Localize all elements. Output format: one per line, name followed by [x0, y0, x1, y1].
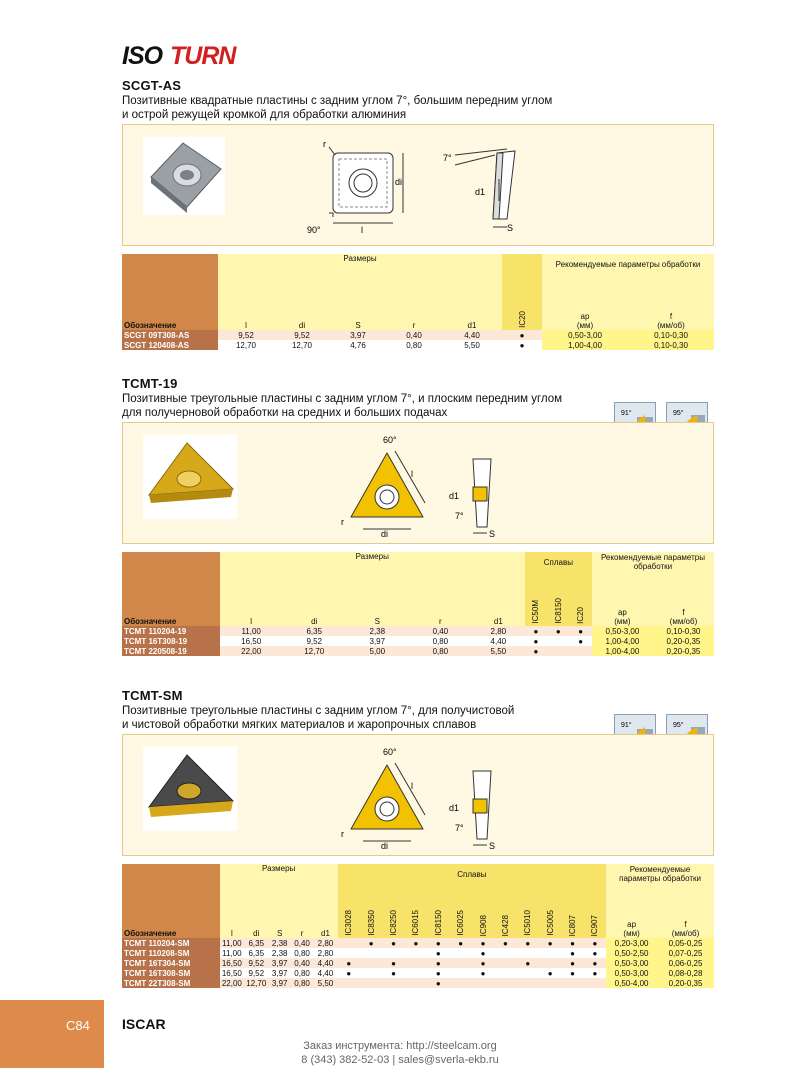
tcmtsm-code: TCMT-SM: [122, 688, 183, 703]
scgt-label-l: l: [361, 225, 363, 235]
table-cell: [517, 948, 539, 958]
scgt-col-ap: ap: [580, 312, 590, 321]
scgt-h-sizes: Размеры: [218, 254, 502, 274]
table-cell: ●: [405, 938, 427, 948]
table-cell: ●: [584, 938, 606, 948]
table-cell: [539, 978, 561, 988]
svg-text:60°: 60°: [383, 435, 397, 445]
scgt-r0-code: SCGT 09T308-AS: [122, 330, 218, 340]
table-cell: 0,80: [291, 968, 313, 978]
tcmtsm-figure-panel: [122, 734, 714, 856]
scgt-label-90: 90°: [307, 225, 321, 235]
table-cell: 0,20-3,00: [606, 938, 657, 948]
table-cell: 11,00: [220, 948, 244, 958]
table-cell: 16,50: [220, 968, 244, 978]
svg-text:l: l: [411, 781, 413, 791]
scgt-col-r: r: [386, 308, 442, 330]
table-cell: 0,40: [291, 938, 313, 948]
svg-text:95°: 95°: [673, 410, 684, 417]
tcmtsm-table: Размеры Сплавы Рекомендуемые параметры обработки IC3028 IC8350 IC8250 IC6015 IC8150 IC6025 IC908 IC428 IC5010 IC5005 IC807 IC907 Обозначение l di S r d1 ap (мм) f (мм/об) TCMT 110204-SM 11,00 6,35 2,38 0,40 2,80 ● ● ● ● ● ● ● ● ● ● ● 0,20-3,00 0,05-0,25 TCMT 110208-SM 11,00 6,35 2,38 0,80 2,80 ● ● ● ● 0,50-2,50 0,07-0,25 TCMT 16T304-SM 16,50 9,52 3,97 0,40 4,40 ● ● ● ● ● ● ● 0,50-3,00 0,06-0,25 TCMT 16T308-SM 16,50 9,52 3,97 0,80 4,40 ● ● ● ● ● ● ● 0,50-3,00 0,08-0,28 TCMT 22T308-SM 22,00 12,70 3,97 0,80 5,50 ● 0,50-4,00 0,20-0,35: [122, 864, 714, 988]
table-cell: 0,20-0,35: [657, 978, 714, 988]
table-cell: ●: [472, 948, 494, 958]
scgt-table: [122, 254, 714, 350]
table-cell: 12,70: [244, 978, 268, 988]
table-cell: ●: [427, 948, 449, 958]
scgt-col-di: di: [274, 308, 330, 330]
table-cell: ●: [494, 938, 516, 948]
table-cell: 0,50-3,00: [606, 968, 657, 978]
table-cell: 0,08-0,28: [657, 968, 714, 978]
table-cell: 11,00: [220, 938, 244, 948]
table-cell: ●: [584, 948, 606, 958]
table-cell: 4,40: [313, 958, 337, 968]
table-cell: ●: [539, 968, 561, 978]
table-cell: ●: [472, 958, 494, 968]
table-cell: ●: [382, 938, 404, 948]
footer-line-2: 8 (343) 382-52-03 | sales@sverla-ekb.ru: [301, 1054, 499, 1066]
table-cell: [584, 978, 606, 988]
table-row: TCMT 16T308-19 16,50 9,52 3,97 0,80 4,40 ● ● 1,00-4,00 0,20-0,35: [122, 636, 714, 646]
svg-text:l: l: [411, 469, 413, 479]
table-cell: 0,50-4,00: [606, 978, 657, 988]
table-cell: [450, 968, 472, 978]
table-cell: 4,40: [313, 968, 337, 978]
table-row: [122, 948, 714, 958]
table-cell: [539, 948, 561, 958]
table-cell: [494, 958, 516, 968]
table-cell: [338, 948, 360, 958]
scgt-r1-code: SCGT 120408-AS: [122, 340, 218, 350]
page-brand: ISCAR: [122, 1016, 166, 1032]
table-row: SCGT 120408-AS 12,70 12,70 4,76 0,80 5,50 ● 1,00-4,00 0,10-0,30: [122, 340, 714, 350]
svg-text:7°: 7°: [455, 511, 464, 521]
table-cell: [405, 958, 427, 968]
table-cell: 0,05-0,25: [657, 938, 714, 948]
table-cell: TCMT 16T304-SM: [122, 958, 220, 968]
table-cell: ●: [584, 958, 606, 968]
table-cell: 2,80: [313, 938, 337, 948]
scgt-col-f-unit: (мм/об): [657, 321, 685, 330]
table-cell: 0,07-0,25: [657, 948, 714, 958]
table-row: TCMT 110204-19 11,00 6,35 2,38 0,40 2,80 ● ● ● 0,50-3,00 0,10-0,30: [122, 626, 714, 636]
scgt-h-rec: Рекомендуемые параметры обработки: [542, 254, 714, 274]
table-cell: ●: [382, 958, 404, 968]
table-cell: TCMT 16T308-SM: [122, 968, 220, 978]
table-cell: 2,38: [269, 948, 291, 958]
table-cell: [405, 948, 427, 958]
page-number: C84: [66, 1018, 90, 1033]
table-cell: 9,52: [244, 958, 268, 968]
table-cell: ●: [539, 938, 561, 948]
tcmtsm-desc-1: Позитивные треугольные пластины с задним углом 7°, для получистовой: [122, 705, 515, 717]
table-cell: ●: [360, 938, 382, 948]
svg-text:S: S: [489, 529, 496, 539]
table-cell: [338, 978, 360, 988]
scgt-col-s: S: [330, 308, 386, 330]
table-cell: 3,97: [269, 958, 291, 968]
table-cell: 0,50-2,50: [606, 948, 657, 958]
scgt-figure-panel: [122, 124, 714, 246]
svg-text:r: r: [341, 517, 344, 527]
scgt-label-di: di: [395, 177, 403, 187]
table-cell: TCMT 22T308-SM: [122, 978, 220, 988]
table-row: SCGT 09T308-AS 9,52 9,52 3,97 0,40 4,40 ● 0,50-3,00 0,10-0,30: [122, 330, 714, 340]
scgt-insert-photo: [143, 137, 225, 215]
tcmt19-top-view-drawing: [339, 431, 443, 539]
scgt-label-r: r: [323, 139, 326, 149]
table-cell: ●: [338, 958, 360, 968]
svg-text:r: r: [341, 829, 344, 839]
table-cell: [382, 948, 404, 958]
table-cell: 5,50: [313, 978, 337, 988]
table-cell: 0,80: [291, 978, 313, 988]
table-cell: [405, 968, 427, 978]
tcmt19-code: TCMT-19: [122, 376, 178, 391]
scgt-label-7: 7°: [443, 153, 452, 163]
scgt-desc-1: Позитивные квадратные пластины с задним углом 7°, большим передним углом: [122, 95, 553, 107]
table-cell: [450, 958, 472, 968]
table-cell: ●: [561, 948, 583, 958]
table-cell: [517, 978, 539, 988]
table-cell: [360, 958, 382, 968]
table-cell: 2,80: [313, 948, 337, 958]
table-cell: ●: [427, 978, 449, 988]
table-cell: ●: [382, 968, 404, 978]
page-tab: [0, 1000, 104, 1068]
svg-text:di: di: [381, 529, 389, 539]
table-cell: [360, 978, 382, 988]
table-cell: ●: [517, 938, 539, 948]
table-cell: 9,52: [244, 968, 268, 978]
svg-text:60°: 60°: [383, 747, 397, 757]
table-cell: 3,97: [269, 978, 291, 988]
svg-text:TURN: TURN: [170, 42, 236, 70]
tcmt19-desc-1: Позитивные треугольные пластины с задним углом 7°, и плоским передним углом: [122, 393, 563, 405]
isoturn-logo: [122, 42, 248, 70]
table-cell: ●: [427, 958, 449, 968]
scgt-top-view-drawing: [303, 137, 413, 237]
scgt-code: SCGT-AS: [122, 78, 182, 93]
table-cell: 0,40: [291, 958, 313, 968]
tcmt19-h-alloys: Сплавы: [525, 552, 592, 572]
table-cell: 0,06-0,25: [657, 958, 714, 968]
table-cell: ●: [427, 938, 449, 948]
table-cell: 16,50: [220, 958, 244, 968]
scgt-col-f: f: [669, 312, 673, 321]
svg-text:91°: 91°: [621, 410, 632, 417]
svg-text:d1: d1: [449, 491, 460, 501]
table-cell: 3,97: [269, 968, 291, 978]
scgt-grade: IC20: [517, 311, 527, 328]
scgt-label-d1: d1: [475, 187, 486, 197]
table-cell: [405, 978, 427, 988]
table-cell: [494, 978, 516, 988]
table-cell: [472, 978, 494, 988]
svg-text:91°: 91°: [621, 722, 632, 729]
table-cell: [494, 948, 516, 958]
tcmtsm-insert-photo: [143, 747, 237, 831]
scgt-col-l: l: [218, 308, 274, 330]
table-cell: 22,00: [220, 978, 244, 988]
tcmtsm-top-view-drawing: [339, 743, 443, 851]
table-cell: [494, 968, 516, 978]
table-cell: [561, 978, 583, 988]
table-row: [122, 938, 714, 948]
table-cell: ●: [517, 958, 539, 968]
tcmtsm-side-view-drawing: [443, 763, 503, 851]
table-cell: ●: [561, 968, 583, 978]
svg-text:7°: 7°: [455, 823, 464, 833]
table-row: [122, 978, 714, 988]
tcmt19-h-sizes: Размеры: [220, 552, 525, 572]
scgt-desc-2: и острой режущей кромкой для обработки алюминия: [122, 109, 407, 121]
table-cell: TCMT 110204-SM: [122, 938, 220, 948]
table-cell: 0,80: [291, 948, 313, 958]
table-cell: TCMT 110208-SM: [122, 948, 220, 958]
tcmt19-insert-photo: [143, 435, 237, 519]
scgt-side-view-drawing: [435, 139, 535, 235]
table-cell: 0,50-3,00: [606, 958, 657, 968]
table-cell: [338, 938, 360, 948]
table-row: TCMT 220508-19 22,00 12,70 5,00 0,80 5,50 ● 1,00-4,00 0,20-0,35: [122, 646, 714, 656]
table-cell: [539, 958, 561, 968]
svg-text:ISO: ISO: [122, 42, 163, 70]
svg-text:S: S: [489, 841, 496, 851]
table-row: [122, 968, 714, 978]
table-cell: [382, 978, 404, 988]
tcmt19-h-rec: Рекомендуемые параметры обработки: [592, 552, 714, 572]
table-cell: ●: [427, 968, 449, 978]
table-cell: ●: [450, 938, 472, 948]
scgt-col-d1: d1: [442, 308, 502, 330]
tcmt19-side-view-drawing: [443, 451, 503, 539]
svg-text:d1: d1: [449, 803, 460, 813]
table-cell: ●: [472, 938, 494, 948]
table-cell: [450, 978, 472, 988]
table-cell: ●: [472, 968, 494, 978]
table-row: [122, 958, 714, 968]
table-cell: [517, 968, 539, 978]
table-cell: ●: [338, 968, 360, 978]
tcmt19-table: Размеры Сплавы Рекомендуемые параметры обработки IC50M IC8150 IC20 Обозначение l di S r d1 ap (мм) f (мм/об) TCMT 110204-19 11,00 6,35 2,38 0,40 2,80 ● ● ● 0,50-3,00 0,10-0,30 TCMT 16T308-19 16,50 9,52 3,97 0,80 4,40 ● ● 1,00-4,00 0,20-0,35 TCMT 220508-19 22,00 12,70 5,00 0,80 5,50 ● 1,00-4,00 0,20-0,35: [122, 552, 714, 656]
table-cell: [450, 948, 472, 958]
table-cell: ●: [561, 958, 583, 968]
table-cell: 6,35: [244, 948, 268, 958]
tcmtsm-desc-2: и чистовой обработки мягких материалов и жаропрочных сплавов: [122, 719, 477, 731]
table-cell: 2,38: [269, 938, 291, 948]
scgt-h-designation: Обозначение: [122, 308, 218, 330]
tcmt19-figure-panel: [122, 422, 714, 544]
tcmt19-desc-2: для получерновой обработки на средних и больших подачах: [122, 407, 448, 419]
svg-text:di: di: [381, 841, 389, 851]
svg-text:95°: 95°: [673, 722, 684, 729]
table-cell: [360, 968, 382, 978]
table-cell: [360, 948, 382, 958]
table-cell: ●: [561, 938, 583, 948]
scgt-col-ap-unit: (мм): [576, 321, 594, 330]
table-cell: ●: [584, 968, 606, 978]
scgt-label-s: S: [507, 223, 514, 233]
footer-line-1: Заказ инструмента: http://steelcam.org: [303, 1040, 497, 1052]
table-cell: 6,35: [244, 938, 268, 948]
